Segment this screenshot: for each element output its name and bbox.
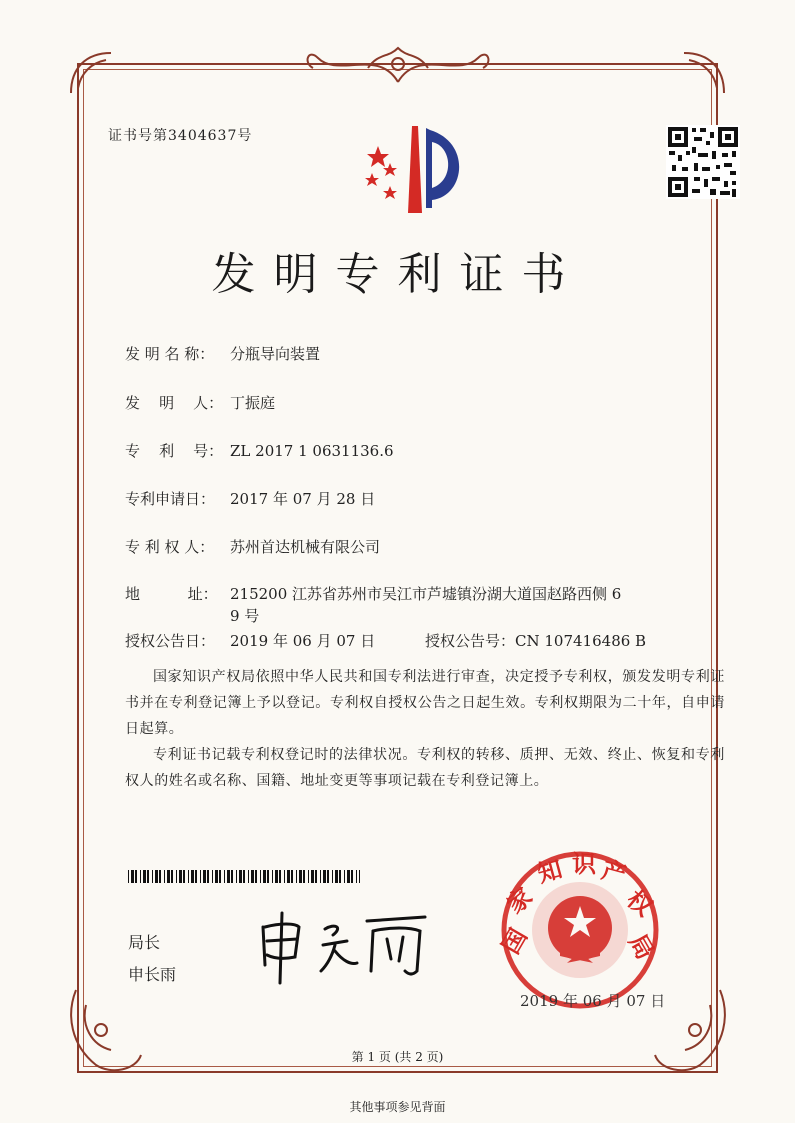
svg-text:识: 识 [572,850,596,878]
field-value: 分瓶导向装置 [230,345,321,363]
field-label: 专 利 权 人： [125,538,215,556]
field-value: 苏州首达机械有限公司 [230,538,381,556]
barcode-icon [128,870,360,883]
field-grant-date [125,630,375,651]
page-indicator: 第 1 页 (共 2 页) [351,1050,444,1064]
field-label: 专 利 号： [125,442,224,460]
field-value: 丁振庭 [230,394,276,412]
paragraph: 专利证书记载专利权登记时的法律状况。专利权的转移、质押、无效、终止、恢复和专利权人的姓名或名称、国籍、地址变更等事项记载在专利登记簿上。 [125,747,725,789]
field-patentee [125,536,380,557]
field-value: 2017 年 07 月 28 日 [230,490,376,508]
field-address [125,583,621,604]
field-application-date [125,488,375,509]
field-label: 授权公告号： [425,632,516,650]
field-label: 发 明 人： [125,394,224,412]
field-value: 215200 江苏省苏州市吴江市芦墟镇汾湖大道国赵路西侧 6 [230,585,622,603]
signatory-name: 申长雨 [128,965,177,984]
footer-note: 其他事项参见背面 [349,1100,446,1114]
field-grant-number [425,630,646,651]
field-value: CN 107416486 B [515,632,647,650]
signatory-role: 局长 [128,933,161,952]
certificate-title: 发明专利证书 [211,249,584,300]
field-label: 授权公告日： [125,632,216,650]
field-label: 发 明 名 称： [125,345,215,363]
svg-text:国: 国 [495,923,533,959]
svg-text:家: 家 [500,881,538,920]
corner-flourish-icon [66,48,116,98]
corner-flourish-icon [679,48,729,98]
top-flourish-icon [298,38,498,86]
qr-code-icon [666,125,740,199]
svg-text:局: 局 [623,928,661,965]
field-patent-number [125,440,394,461]
field-address-line2: 9 号 [230,607,260,625]
svg-text:产: 产 [598,854,630,890]
signature-icon [255,905,430,985]
field-label: 地 址： [125,585,218,603]
field-value: 2019 年 06 月 07 日 [230,632,376,650]
field-value: ZL 2017 1 0631136.6 [230,442,394,460]
patent-office-logo-icon [360,118,470,218]
paragraph: 国家知识产权局依照中华人民共和国专利法进行审查，决定授予专利权，颁发发明专利证书并在专利登记簿上予以登记。专利权自授权公告之日起生效。专利权期限为二十年，自申请日起算。 [125,669,725,737]
field-invention-name [125,343,320,364]
seal-date: 2019 年 06 月 07 日 [520,992,666,1010]
field-inventor [125,392,275,413]
official-seal-icon [490,850,670,1010]
svg-text:权: 权 [621,884,659,922]
certificate-number: 证书号第3404637号 [108,128,253,144]
field-label: 专利申请日： [125,490,216,508]
svg-text:知: 知 [534,853,566,889]
